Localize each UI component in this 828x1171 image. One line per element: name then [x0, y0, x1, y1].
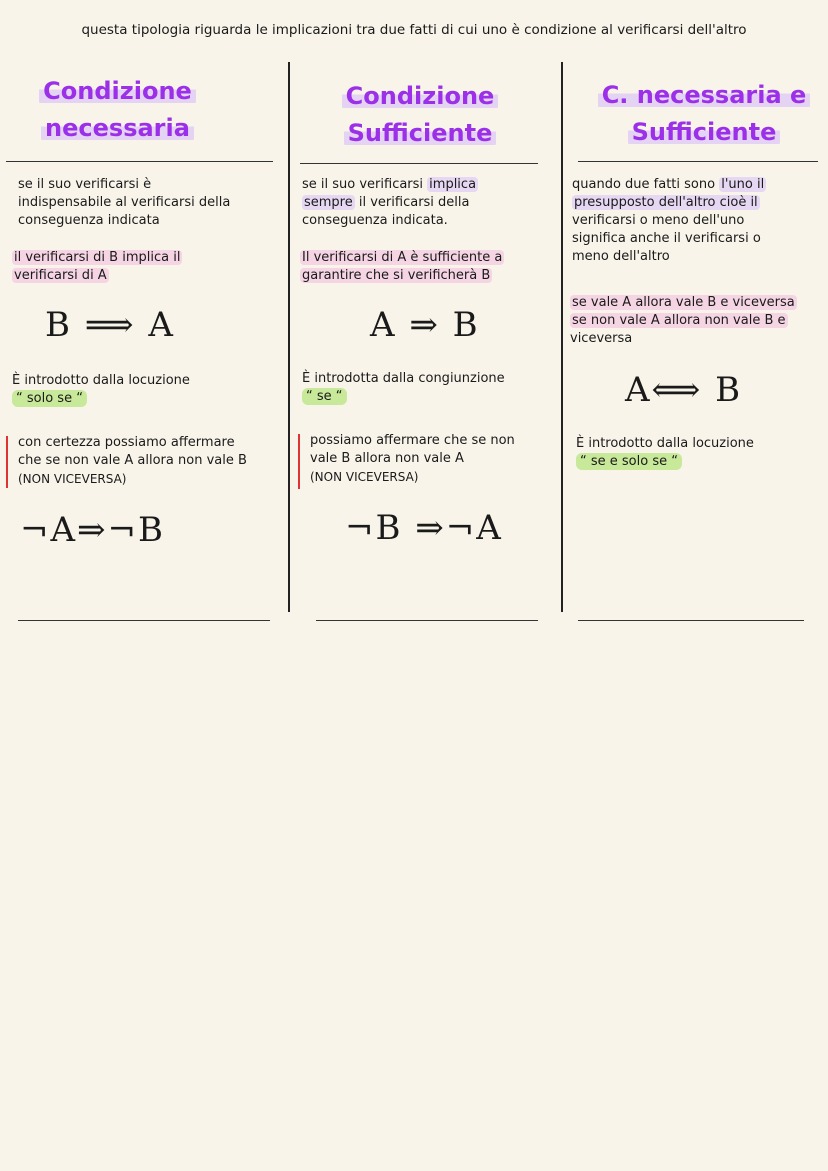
col1-negated-formula: ¬A⇒¬B: [20, 510, 166, 550]
col2-title: [300, 78, 540, 152]
col3-header-rule: [578, 161, 818, 162]
col1-example-line: il verificarsi di B implica il: [14, 250, 181, 265]
col1-title: [10, 73, 225, 147]
col2-title-line1: Condizione: [342, 82, 499, 110]
col3-def-text: meno dell'altro: [572, 249, 670, 264]
col2-def-highlight: sempre: [304, 195, 353, 210]
col2-example-line: garantire che si verificherà B: [302, 268, 491, 283]
col3-keyword: “ se e solo se “: [576, 453, 682, 470]
column-divider-2: [561, 62, 563, 612]
col3-example-line: se vale A allora vale B e viceversa: [572, 295, 795, 310]
col3-title-line1: C. necessaria e: [598, 81, 811, 109]
col3-footer-rule: [578, 620, 804, 621]
col1-title-line1: Condizione: [39, 77, 196, 105]
col2-definition: [302, 176, 557, 230]
col1-def-line: se il suo verificarsi è: [18, 177, 152, 192]
col2-example-line: Il verificarsi di A è sufficiente a: [302, 250, 503, 265]
col3-def-highlight: l'uno il: [721, 177, 765, 192]
col2-title-line2: Sufficiente: [344, 119, 497, 147]
col3-def-text: quando due fatti sono: [572, 177, 720, 192]
col1-note-line: con certezza possiamo affermare: [18, 435, 235, 450]
col2-def-text: il verificarsi della: [354, 195, 470, 210]
col2-formula: A ⇒ B: [370, 305, 480, 345]
col1-note: [18, 434, 288, 488]
col1-note-line: (NON VICEVERSA): [18, 472, 127, 486]
col3-example: [570, 294, 825, 348]
col2-keyword: “ se “: [302, 388, 347, 405]
col3-def-text: verificarsi o meno dell'uno: [572, 213, 745, 228]
col2-note-line: possiamo affermare che se non: [310, 433, 515, 448]
col2-header-rule: [300, 163, 538, 164]
col1-header-rule: [6, 161, 273, 162]
col1-def-line: indispensabile al verificarsi della: [18, 195, 231, 210]
col1-footer-rule: [18, 620, 270, 621]
col3-def-highlight: presupposto dell'altro cioè il: [574, 195, 758, 210]
intro-text: questa tipologia riguarda le implicazioni tra due fatti di cui uno è condizione al verificarsi dell'altro: [81, 22, 747, 38]
col1-title-line2: necessaria: [41, 114, 194, 142]
col2-note-line: (NON VICEVERSA): [310, 470, 419, 484]
col1-introduced-by: [12, 372, 282, 408]
col3-def-text: significa anche il verificarsi o: [572, 231, 761, 246]
column-divider-1: [288, 62, 290, 612]
col2-def-text: conseguenza indicata.: [302, 213, 448, 228]
col1-example: [12, 249, 274, 285]
col2-negated-formula: ¬B ⇒¬A: [345, 508, 503, 548]
col3-introduced-by: [576, 435, 824, 471]
col1-example-line: verificarsi di A: [14, 268, 107, 283]
col3-title: [585, 77, 823, 151]
col3-title-line2: Sufficiente: [628, 118, 781, 146]
col1-definition: [18, 176, 280, 230]
col3-formula: A⟺ B: [625, 370, 743, 410]
col2-note-line: vale B allora non vale A: [310, 451, 464, 466]
col3-definition: [572, 176, 822, 266]
col1-introduced-label: È introdotto dalla locuzione: [12, 373, 190, 388]
col2-note: [310, 432, 560, 486]
col1-note-bar: [6, 436, 8, 488]
col2-footer-rule: [316, 620, 538, 621]
col3-introduced-label: È introdotto dalla locuzione: [576, 436, 754, 451]
col1-def-line: conseguenza indicata: [18, 213, 160, 228]
col1-note-line: che se non vale A allora non vale B: [18, 453, 247, 468]
col2-introduced-by: [302, 370, 560, 406]
col3-example-line: viceversa: [570, 331, 633, 346]
col2-def-highlight: implica: [429, 177, 477, 192]
col2-def-text: se il suo verificarsi: [302, 177, 428, 192]
col3-example-line: se non vale A allora non vale B e: [572, 313, 786, 328]
col2-introduced-label: È introdotta dalla congiunzione: [302, 371, 505, 386]
col2-example: [300, 249, 558, 285]
col1-keyword: “ solo se “: [12, 390, 87, 407]
col2-note-bar: [298, 434, 300, 489]
col1-formula: B ⟹ A: [45, 305, 175, 345]
